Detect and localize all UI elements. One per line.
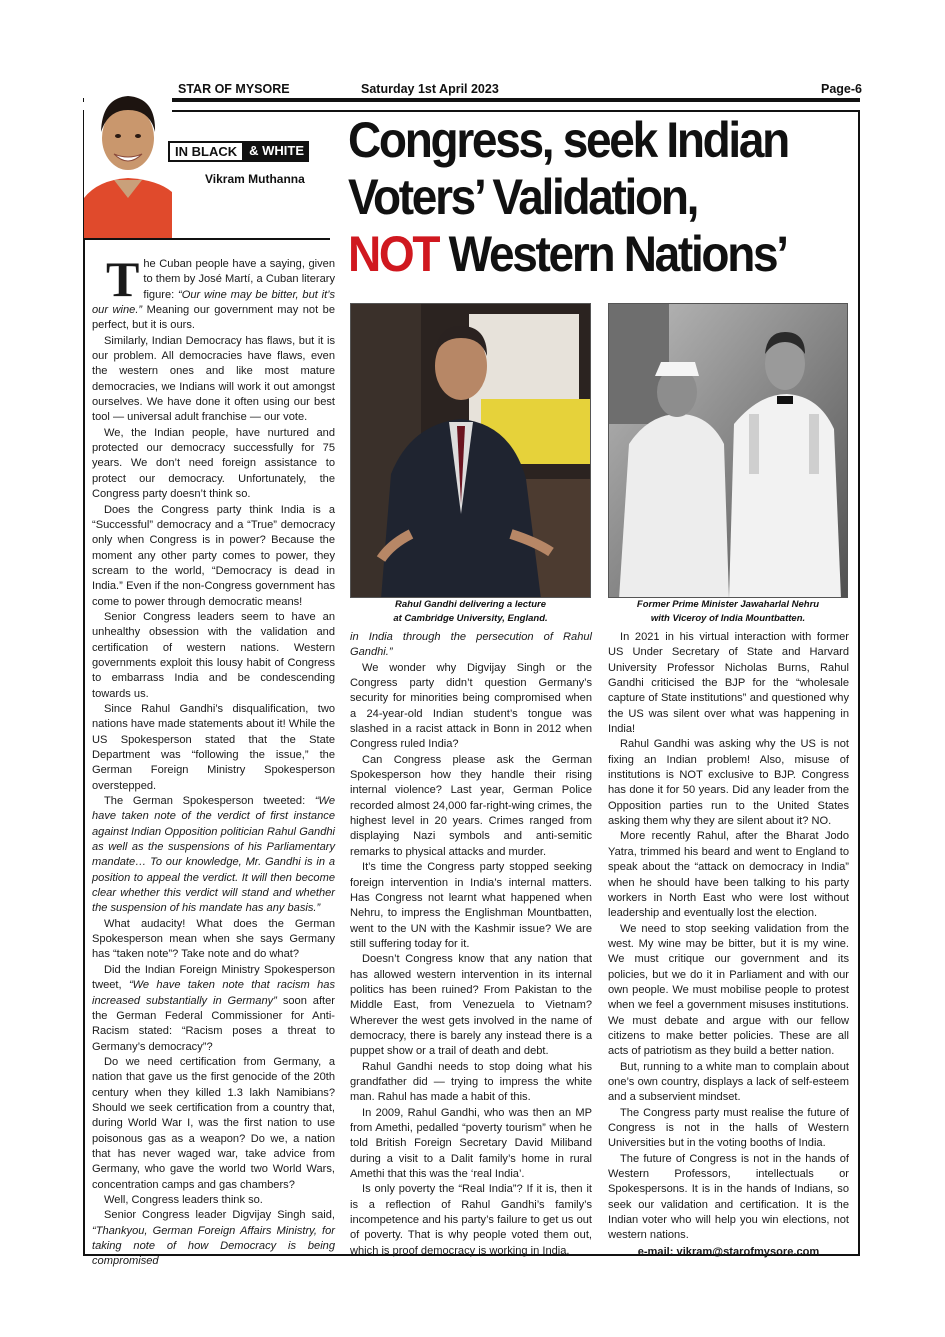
paragraph: We need to stop seeking validation from the west. My wine may be bitter, but it is my wine. We must critique our government and its policies, but we do it in Parliament and with our own people. We must mobilise people to protest when we feel a government misuses institutions. We must debate and argue with our fellow citizens to make better policies. These are all acts of patriotism as they build a better nation. [608, 922, 849, 1058]
paragraph-text: soon after the German Federal Commissioner for Anti-Racism stated: “Racism poses a threat to Germany’s democracy”? [92, 994, 335, 1053]
quote-text: “Thankyou, German Foreign Affairs Ministry, for taking note of how Democracy is being compromised [92, 1224, 335, 1268]
paragraph: Rahul Gandhi was asking why the US is not fixing an Indian problem! Also, misuse of institutions is NOT exclusive to BJP. Congress has done it for 50 years. Did any leader from the Opposition parties run to the United States asking them why they are silent about it? NO. [608, 738, 849, 828]
paragraph: Doesn’t Congress know that any nation that has allowed western intervention in its internal politics has been ruined? From Pakistan to the Middle East, from Venezuela to Vietnam? Wherever the west gets involved in the name of democracy, there is barely any instead there is a puppet show or a trail of death and debt. [350, 953, 592, 1058]
quote-text: “We have taken note that racism has increased substantially in Germany” [92, 979, 336, 1007]
page-number: Page-6 [821, 82, 862, 96]
paragraph-text: Did the Indian Foreign Ministry Spokesperson tweet, [92, 963, 335, 992]
issue-date: Saturday 1st April 2023 [361, 82, 499, 96]
author-email: e-mail: vikram@starofmysore.com [637, 1245, 820, 1258]
masthead-rule [83, 98, 860, 102]
paragraph-text: Senior Congress leader Digvijay Singh said, [104, 1209, 335, 1222]
paragraph: We, the Indian people, have nurtured and protected our democracy successfully for 75 years. We don’t need foreign assistance to protect our democracy. Unfortunately, the Congress party doesn’t think so. [92, 426, 335, 501]
quote-text: “We have taken note of the verdict of first instance against Indian Opposition politician Rahul Gandhi as well as the suspensions of his Parliamentary mandate… To our knowledge, Mr. Gandhi is in a position to appeal the verdict. It will then become clear whether this verdict will stand and whether the suspension of his mandate has any basis.” [92, 795, 335, 915]
headline-not: NOT [348, 226, 439, 282]
author-byline: Vikram Muthanna [205, 172, 305, 186]
paragraph: We wonder why Digvijay Singh or the Congress party didn’t question Germany’s security for minorities being compromised when a 24-year-old Indian student’s tongue was slashed in a racist attack in Bonn in 2012 when Congress ruled India? [350, 661, 592, 751]
paragraph [92, 251, 335, 334]
caption-nehru [608, 598, 848, 626]
paragraph: Does the Congress party think India is a “Successful” democracy and a “True” democracy only when Congress is in power? Because the moment any other party comes to power, they scream to the world, “Democracy is dead in India.” Even if the non-Congress government has come to power through democratic means! [92, 503, 335, 608]
paragraph: Do we need certification from Germany, a nation that gave us the first genocide of the 20th century when they killed 1.3 lakh Namibians? Should we seek certification from a country that, during World War I, was the first nation to use poisonous gas as a weapon? Do we, a nation that has never waged war, take advice from Germany, who gave the world two World Wars, concentration camps and gas chambers? [92, 1055, 335, 1191]
paragraph: The future of Congress is not in the hands of Western Professors, intellectuals or Spokespersons. It is in the hands of Indians, so seek our validation and certification. It is the Indian voter who will help you win elections, not western nations. [608, 1152, 849, 1242]
caption-rahul-line-1: Rahul Gandhi delivering a lecture [395, 599, 546, 610]
drop-cap: T [106, 251, 140, 307]
paragraph: Can Congress please ask the German Spokesperson how they handle their rising internal violence? Last year, German Police recorded almost 24,000 far-right-wing crimes, the highest level in 20 years. Crimes ranged from displaying Nazi symbols and anti-semitic remarks to physical attacks and murder. [350, 753, 592, 858]
headline-line-2: Voters’ Validation, [348, 169, 698, 225]
column-brand-black: IN BLACK [168, 141, 244, 162]
paragraph: Well, Congress leaders think so. [104, 1193, 263, 1206]
newspaper-name: STAR OF MYSORE [178, 82, 290, 96]
paragraph: What audacity! What does the German Spokesperson mean when she says Germany has “taken note”? Take note and do what? [92, 917, 335, 961]
paragraph: But, running to a white man to complain about one’s own country, displays a lack of self-esteem and a subservient mindset. [608, 1060, 849, 1104]
paragraph: In 2021 in his virtual interaction with former US Under Secretary of State and Harvard University Professor Nicholas Burns, Rahul Gandhi criticised the BJP for the “wholesale capture of State institutions” and questioned why the US was silent over what was happening in India! [608, 631, 849, 736]
caption-rahul-line-2: at Cambridge University, England. [393, 613, 548, 624]
caption-nehru-line-2: with Viceroy of India Mountbatten. [650, 613, 806, 624]
paragraph [92, 794, 335, 917]
paragraph-text: Meaning our government may not be perfect, but it is ours. [92, 304, 335, 332]
paragraph: Senior Congress leaders seem to have an unhealthy obsession with the validation and certification of western nations. Western governments exploit this lousy habit of Congress to embarrass India and be condescending towards us. [92, 610, 335, 700]
paragraph: More recently Rahul, after the Bharat Jodo Yatra, trimmed his beard and went to England to speak about the “attack on democracy in India” when he should have been talking to his party workers in North East who were lost without leadership and eventually lost the election. [608, 830, 849, 920]
article-column-2 [350, 630, 592, 1259]
paragraph: In 2009, Rahul Gandhi, who was then an MP from Amethi, pedalled “poverty tourism” when he told British Foreign Secretary David Miliband during a visit to a Dalit family’s home in rural Amethi that this was the ‘real India’. [350, 1106, 592, 1181]
paragraph: Since Rahul Gandhi’s disqualification, two nations have made statements about it! While the US Spokesperson stated that the State Department was “following the issue,” the German Foreign Ministry Spokesperson overstepped. [92, 702, 335, 792]
headline-line-3-rest: Western Nations’ [438, 226, 787, 282]
paragraph: It’s time the Congress party stopped seeking foreign intervention in India’s internal matters. Has Congress not learnt what happened when Nehru, to impress the Englishman Mountbatten, went to the UN with the Kashmir issue? We are still suffering today for it. [350, 861, 592, 950]
paragraph [350, 630, 592, 661]
photo-rahul-gandhi [350, 303, 591, 598]
paragraph: Rahul Gandhi needs to stop doing what his grandfather did — trying to impress the white man. Rahul has made a habit of this. [350, 1060, 592, 1104]
headline-line-3 [348, 226, 813, 283]
paragraph: The Congress party must realise the future of Congress is not in the halls of Western Universities but in the voting booths of India. [608, 1106, 849, 1150]
paragraph-text: The German Spokesperson tweeted: [104, 795, 315, 808]
headline [348, 112, 813, 283]
paragraph: Is only poverty the “Real India”? If it is, then it is a reflection of Rahul Gandhi’s family’s incompetence and his party’s failure to get us out of poverty. That is why people voted them out, which is proof democracy is working in India. [350, 1183, 592, 1257]
article-column-3 [608, 630, 849, 1260]
caption-rahul-gandhi [350, 598, 591, 626]
author-rule [84, 238, 330, 240]
column-brand-white: & WHITE [244, 141, 309, 162]
quote-text: “Our wine may be bitter, but it’s our wine.” [92, 288, 335, 317]
author-photo [84, 80, 172, 240]
article-column-1 [92, 251, 336, 1270]
paragraph [92, 1208, 335, 1269]
masthead [84, 82, 862, 98]
paragraph [92, 963, 335, 1055]
paragraph-text: he Cuban people have a saying, given to them by José Martí, a Cuban literary figure: [143, 258, 335, 301]
headline-line-1: Congress, seek Indian [348, 112, 788, 168]
quote-text: in India through the persecution of Rahul Gandhi.” [350, 631, 592, 659]
caption-nehru-line-1: Former Prime Minister Jawaharlal Nehru [636, 599, 820, 610]
photo-nehru-mountbatten [608, 303, 848, 598]
paragraph: Similarly, Indian Democracy has flaws, but it is our problem. All democracies have flaws, even the western ones and like most mature democracies, we Indians will work it out amongst ourselves. We have done it often using our best tool — universal adult franchise — our vote. [92, 334, 335, 424]
column-brand [168, 141, 309, 162]
